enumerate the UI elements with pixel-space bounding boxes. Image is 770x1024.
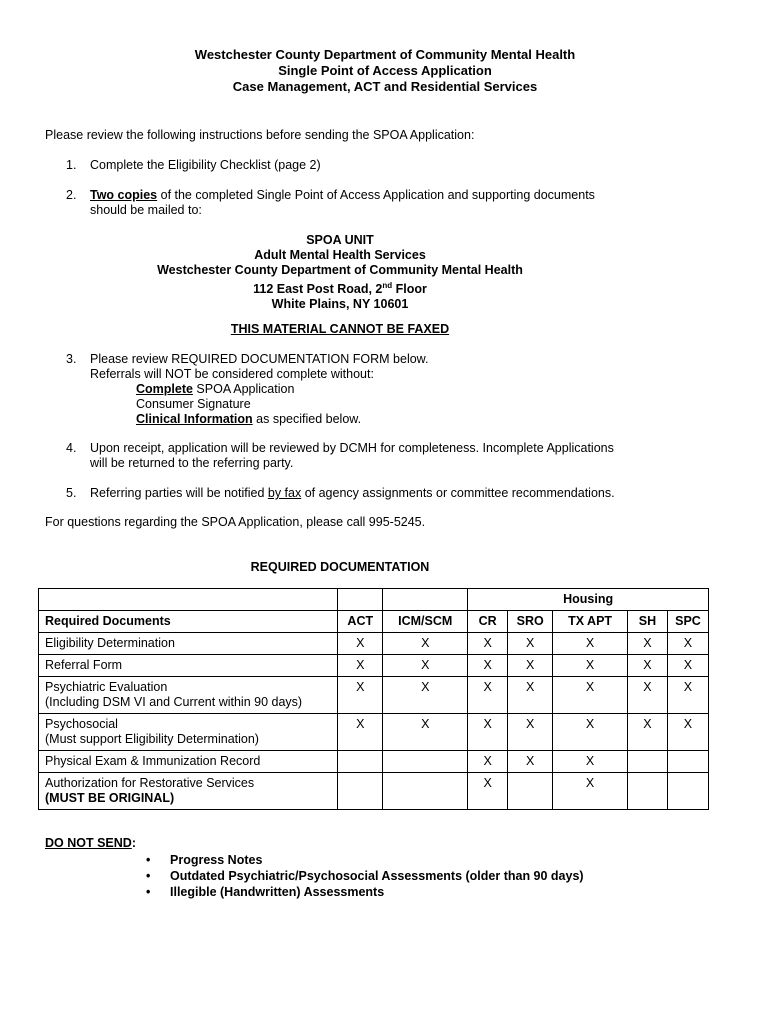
requirement-mark-cell: X [383, 655, 468, 677]
requirement-mark-cell: X [338, 677, 383, 714]
list-item: • Outdated Psychiatric/Psychosocial Assessments (older than 90 days) [146, 868, 584, 884]
requirement-mark-cell: X [553, 751, 628, 773]
do-not-send-list [146, 852, 584, 900]
table-row [39, 633, 709, 655]
instruction-text: Complete the Eligibility Checklist (page 2) [90, 158, 321, 172]
address-street: 112 East Post Road, 2nd Floor [253, 281, 427, 297]
requirement-mark-cell: X [338, 633, 383, 655]
header-required-documents: Required Documents [39, 611, 338, 633]
mailing-address [0, 233, 680, 312]
requirement-mark-cell [628, 751, 668, 773]
instruction-text: of the completed Single Point of Access Application and supporting documents [157, 188, 595, 202]
requirement-mark-cell: X [553, 677, 628, 714]
header-line-1: Westchester County Department of Community Mental Health [194, 47, 576, 62]
instruction-text: should be mailed to: [90, 203, 202, 217]
requirement-mark-cell: X [383, 677, 468, 714]
requirement-mark-cell: X [553, 773, 628, 810]
intro-text: Please review the following instructions before sending the SPOA Application: [45, 128, 475, 142]
document-header [0, 47, 770, 95]
instruction-number: 2. [66, 188, 77, 202]
requirement-mark-cell: X [383, 714, 468, 751]
requirement-mark-cell: X [553, 633, 628, 655]
requirement-application: Complete SPOA Application [136, 382, 295, 396]
document-name-cell: Physical Exam & Immunization Record [39, 751, 338, 773]
requirement-mark-cell: X [383, 633, 468, 655]
table-row [39, 714, 709, 751]
requirement-mark-cell: X [338, 714, 383, 751]
requirement-mark-cell: X [628, 655, 668, 677]
requirement-mark-cell: X [508, 714, 553, 751]
table-row [39, 751, 709, 773]
requirement-mark-cell [667, 751, 708, 773]
instruction-1 [66, 158, 666, 173]
address-unit: SPOA UNIT [306, 233, 374, 247]
header-spc: SPC [667, 611, 708, 633]
requirement-mark-cell: X [508, 633, 553, 655]
requirement-mark-cell: X [508, 677, 553, 714]
address-department: Adult Mental Health Services [254, 248, 426, 262]
header-sro: SRO [508, 611, 553, 633]
instruction-2 [66, 188, 666, 218]
header-tx-apt: TX APT [553, 611, 628, 633]
requirement-signature: Consumer Signature [136, 397, 251, 411]
instruction-number: 5. [66, 486, 77, 500]
required-documentation-title: REQUIRED DOCUMENTATION [250, 560, 430, 574]
requirement-mark-cell: X [628, 677, 668, 714]
address-agency: Westchester County Department of Community Mental Health [157, 263, 523, 277]
requirement-mark-cell: X [468, 773, 508, 810]
housing-header: Housing [468, 589, 709, 611]
document-name-cell: Authorization for Restorative Services (MUST BE ORIGINAL) [39, 773, 338, 810]
header-cr: CR [468, 611, 508, 633]
requirement-mark-cell: X [468, 677, 508, 714]
requirement-mark-cell: X [553, 655, 628, 677]
do-not-send-heading: DO NOT SEND: [45, 836, 136, 850]
requirement-mark-cell: X [667, 677, 708, 714]
document-name-cell: Psychosocial (Must support Eligibility Determination) [39, 714, 338, 751]
instruction-5 [66, 486, 666, 501]
requirement-mark-cell: X [667, 655, 708, 677]
header-line-2: Single Point of Access Application [278, 63, 492, 78]
questions-contact: For questions regarding the SPOA Application, please call 995-5245. [45, 515, 426, 529]
requirement-mark-cell [628, 773, 668, 810]
requirement-mark-cell: X [338, 655, 383, 677]
instruction-number: 3. [66, 352, 77, 366]
header-act: ACT [338, 611, 383, 633]
requirement-mark-cell: X [468, 633, 508, 655]
requirement-mark-cell: X [508, 751, 553, 773]
instruction-text: Please review REQUIRED DOCUMENTATION FORM below. [90, 352, 429, 366]
instruction-number: 4. [66, 441, 77, 455]
two-copies-emphasis: Two copies [90, 188, 158, 202]
table-body [39, 633, 709, 810]
instruction-text: Referrals will NOT be considered complete without: [90, 367, 374, 381]
requirement-mark-cell [667, 773, 708, 810]
requirement-mark-cell [338, 773, 383, 810]
instruction-text: Referring parties will be notified by fax of agency assignments or committee recommendations. [90, 486, 615, 500]
requirement-mark-cell: X [667, 714, 708, 751]
table-row [39, 677, 709, 714]
requirement-mark-cell: X [468, 714, 508, 751]
table-row [39, 773, 709, 810]
no-fax-notice: THIS MATERIAL CANNOT BE FAXED [230, 322, 450, 336]
document-name-cell: Eligibility Determination [39, 633, 338, 655]
table-header-row [39, 611, 709, 633]
header-line-3: Case Management, ACT and Residential Services [232, 79, 538, 94]
requirement-mark-cell [508, 773, 553, 810]
instruction-text: Upon receipt, application will be reviewed by DCMH for completeness. Incomplete Applications [90, 441, 614, 455]
header-sh: SH [628, 611, 668, 633]
table-housing-row [39, 589, 709, 611]
instruction-3 [66, 352, 666, 427]
instruction-number: 1. [66, 158, 77, 172]
instruction-text: will be returned to the referring party. [90, 456, 294, 470]
requirement-mark-cell: X [508, 655, 553, 677]
header-icm-scm: ICM/SCM [383, 611, 468, 633]
requirement-mark-cell: X [628, 714, 668, 751]
list-item: • Progress Notes [146, 852, 584, 868]
requirement-mark-cell [383, 773, 468, 810]
requirement-mark-cell: X [553, 714, 628, 751]
requirement-clinical: Clinical Information as specified below. [136, 412, 362, 426]
address-city: White Plains, NY 10601 [271, 297, 409, 312]
document-name-cell: Referral Form [39, 655, 338, 677]
requirement-mark-cell [338, 751, 383, 773]
table-row [39, 655, 709, 677]
requirement-mark-cell: X [468, 655, 508, 677]
requirement-mark-cell: X [628, 633, 668, 655]
list-item: • Illegible (Handwritten) Assessments [146, 884, 584, 900]
required-documents-table [38, 588, 709, 810]
requirement-mark-cell [383, 751, 468, 773]
document-name-cell: Psychiatric Evaluation (Including DSM VI and Current within 90 days) [39, 677, 338, 714]
instruction-4 [66, 441, 666, 471]
requirement-mark-cell: X [667, 633, 708, 655]
requirement-mark-cell: X [468, 751, 508, 773]
